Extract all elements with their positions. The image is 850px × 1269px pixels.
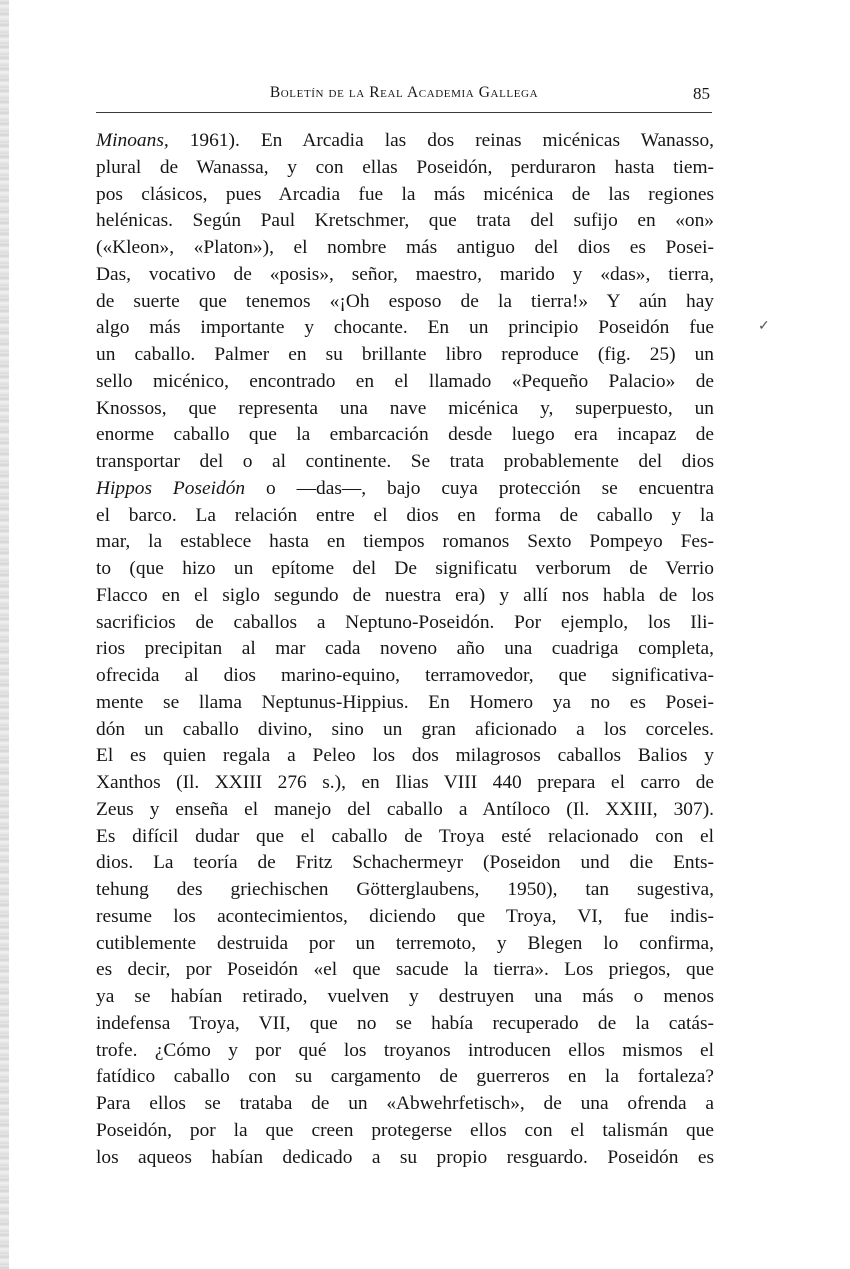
line-text: dón un caballo divino, sino un gran aficionado a los corceles. bbox=[96, 718, 714, 740]
text-line bbox=[96, 583, 714, 610]
line-text: el barco. La relación entre el dios en forma de caballo y la bbox=[96, 504, 714, 526]
text-line bbox=[96, 690, 714, 717]
line-text: Xanthos (Il. XXIII 276 s.), en Ilias VIII 440 prepara el carro de bbox=[96, 772, 714, 793]
line-text: indefensa Troya, VII, que no se había recuperado de la catás- bbox=[96, 1012, 714, 1034]
text-line bbox=[96, 1091, 714, 1118]
line-text: algo más importante y chocante. En un principio Poseidón fue bbox=[96, 317, 714, 339]
line-text: sello micénico, encontrado en el llamado «Pequeño Palacio» de bbox=[96, 370, 714, 392]
line-text: Es difícil dudar que el caballo de Troya esté relacionado con el bbox=[96, 825, 714, 847]
text-line bbox=[96, 422, 714, 449]
line-text: mar, la establece hasta en tiempos romanos Sexto Pompeyo Fes- bbox=[96, 531, 714, 553]
text-line bbox=[96, 289, 714, 316]
text-line bbox=[96, 957, 714, 984]
text-line bbox=[96, 636, 714, 663]
line-text: Para ellos se trataba de un «Abwehrfetisch», de una ofrenda a bbox=[96, 1093, 714, 1114]
text-line bbox=[96, 315, 714, 342]
text-line bbox=[96, 155, 714, 182]
line-text: Poseidón, por la que creen protegerse ellos con el talismán que bbox=[96, 1119, 714, 1141]
line-text: to (que hizo un epítome del De significatu verborum de Verrio bbox=[96, 558, 714, 579]
text-line bbox=[96, 717, 714, 744]
line-text: ya se habían retirado, vuelven y destruyen una más o menos bbox=[96, 986, 714, 1007]
text-line bbox=[96, 877, 714, 904]
line-text: de suerte que tenemos «¡Oh esposo de la tierra!» Y aún hay bbox=[96, 290, 714, 312]
text-line bbox=[96, 824, 714, 851]
text-line bbox=[96, 1118, 714, 1145]
line-text: mente se llama Neptunus-Hippius. En Homero ya no es Posei- bbox=[96, 691, 714, 713]
text-line bbox=[96, 556, 714, 583]
line-text: Flacco en el siglo segundo de nuestra era) y allí nos habla de los bbox=[96, 584, 714, 606]
text-line bbox=[96, 503, 714, 530]
line-text: («Kleon», «Platon»), el nombre más antiguo del dios es Posei- bbox=[96, 237, 714, 258]
line-text: Knossos, que representa una nave micénica y, superpuesto, un bbox=[96, 397, 714, 419]
line-text: fatídico caballo con su cargamento de guerreros en la fortaleza? bbox=[96, 1066, 714, 1088]
line-text: sacrificios de caballos a Neptuno-Poseidón. Por ejemplo, los Ili- bbox=[96, 611, 714, 633]
line-text: trofe. ¿Cómo y por qué los troyanos introducen ellos mismos el bbox=[96, 1039, 714, 1061]
text-line bbox=[96, 476, 714, 503]
text-line bbox=[96, 128, 714, 155]
text-line bbox=[96, 529, 714, 556]
text-line bbox=[96, 931, 714, 958]
running-title: Boletín de la Real Academia Gallega bbox=[269, 84, 539, 101]
line-text: Zeus y enseña el manejo del caballo a Antíloco (Il. XXIII, 307). bbox=[96, 798, 714, 820]
line-text: tehung des griechischen Götterglaubens, 1950), tan sugestiva, bbox=[96, 879, 714, 900]
text-line bbox=[96, 797, 714, 824]
text-line bbox=[96, 850, 714, 877]
text-line bbox=[96, 984, 714, 1011]
text-line bbox=[96, 1064, 714, 1091]
line-text: transportar del o al continente. Se trata probablemente del dios bbox=[96, 451, 714, 472]
line-text: plural de Wanassa, y con ellas Poseidón, perduraron hasta tiem- bbox=[96, 156, 714, 178]
body-text bbox=[96, 128, 714, 1171]
text-line bbox=[96, 396, 714, 423]
line-text: es decir, por Poseidón «el que sacude la tierra». Los priegos, que bbox=[96, 959, 714, 981]
text-line bbox=[96, 1038, 714, 1065]
text-line bbox=[96, 743, 714, 770]
line-text: rios precipitan al mar cada noveno año una cuadriga completa, bbox=[96, 638, 714, 660]
line-text: helénicas. Según Paul Kretschmer, que trata del sufijo en «on» bbox=[96, 210, 714, 232]
text-line bbox=[96, 770, 714, 797]
line-text: resume los acontecimientos, diciendo que Troya, VI, fue indis- bbox=[96, 905, 714, 927]
text-line bbox=[96, 208, 714, 235]
text-line bbox=[96, 904, 714, 931]
line-text: El es quien regala a Peleo los dos milagrosos caballos Balios y bbox=[96, 745, 714, 767]
line-text: Das, vocativo de «posis», señor, maestro, marido y «das», tierra, bbox=[96, 263, 714, 285]
line-text: un caballo. Palmer en su brillante libro reproduce (fig. 25) un bbox=[96, 344, 714, 365]
text-line bbox=[96, 235, 714, 262]
line-text: 1961). En Arcadia las dos reinas micénicas Wanasso, bbox=[168, 130, 714, 151]
page-number: 85 bbox=[693, 84, 710, 103]
line-text: los aqueos habían dedicado a su propio resguardo. Poseidón es bbox=[96, 1146, 714, 1168]
text-line bbox=[96, 262, 714, 289]
text-line bbox=[96, 663, 714, 690]
margin-check-mark: ✓ bbox=[758, 319, 770, 334]
line-text: pos clásicos, pues Arcadia fue la más micénica de las regiones bbox=[96, 183, 714, 205]
text-line bbox=[96, 342, 714, 369]
italic-term: Hippos Poseidón bbox=[96, 477, 246, 499]
line-text: o —das—, bajo cuya protección se encuentra bbox=[245, 477, 714, 499]
line-text: cutiblemente destruida por un terremoto, y Blegen lo confirma, bbox=[96, 932, 714, 954]
italic-term: Minoans, bbox=[96, 130, 169, 151]
scan-edge bbox=[0, 0, 9, 1269]
header-rule bbox=[96, 112, 712, 113]
text-line bbox=[96, 1145, 714, 1172]
text-line bbox=[96, 449, 714, 476]
text-line bbox=[96, 1011, 714, 1038]
text-line bbox=[96, 610, 714, 637]
line-text: ofrecida al dios marino-equino, terramovedor, que significativa- bbox=[96, 665, 714, 686]
page-header bbox=[96, 84, 712, 112]
text-line bbox=[96, 369, 714, 396]
line-text: dios. La teoría de Fritz Schachermeyr (Poseidon und die Ents- bbox=[96, 852, 714, 874]
line-text: enorme caballo que la embarcación desde luego era incapaz de bbox=[96, 424, 714, 446]
text-line bbox=[96, 182, 714, 209]
